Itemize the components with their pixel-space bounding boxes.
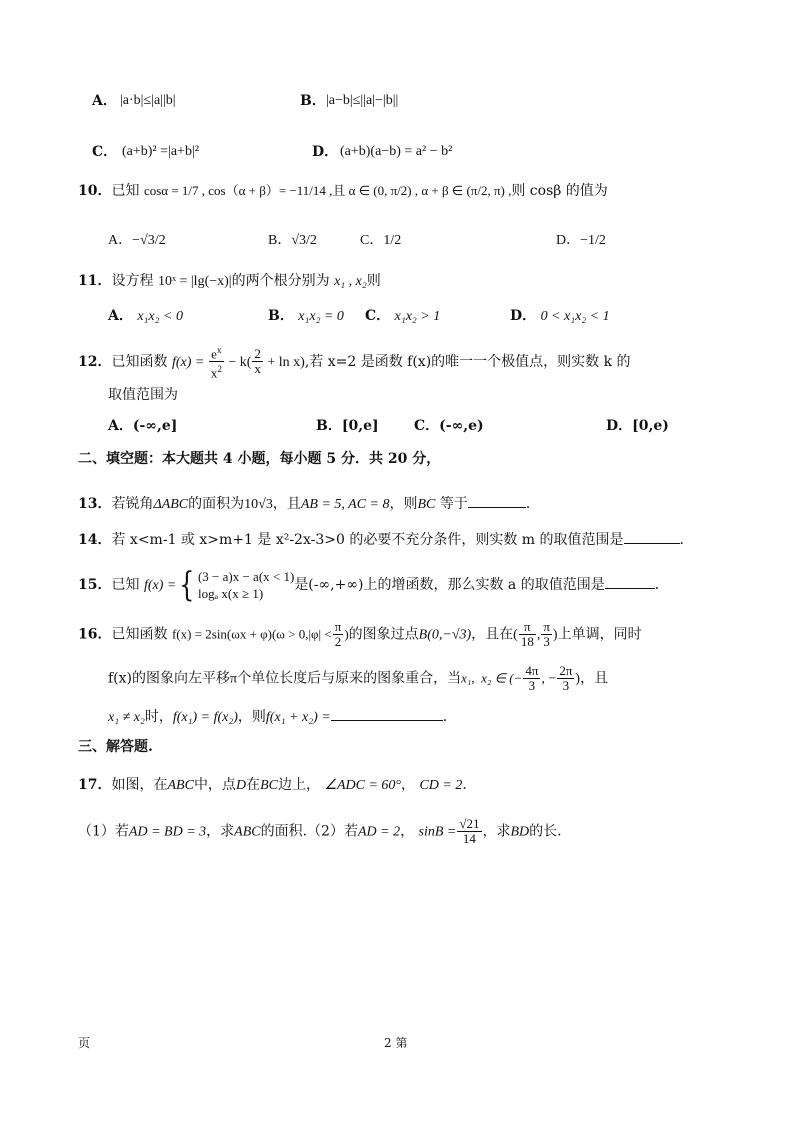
q10-option-a: A．−√3/2 xyxy=(108,233,166,248)
q12-option-b: B．[0,e] xyxy=(316,418,379,434)
section-answer-heading: 三、解答题. xyxy=(78,739,153,755)
q10-option-d: D．−1/2 xyxy=(556,233,606,248)
q11-option-d: D． 0 < x₁x₂ < 1 xyxy=(510,308,610,324)
q10-question: 10．已知 cosα = 1/7 , cos（α + β）= −11/14 ,且 α ∈ (0, π/2) , α + β ∈ (π/2, π) ,则 cosβ 的值为 xyxy=(78,183,608,199)
q11-option-a: A． x₁x₂ < 0 xyxy=(108,308,183,324)
q17-line2: （1）若AD = BD = 3，求ABC的面积.（2）若AD = 2， sinB = $\frac{√21}{14}$ ，求BD的长. xyxy=(78,816,562,846)
q14-question: 14．若 x<m-1 或 x>m+1 是 x²-2x-3>0 的必要不充分条件，则实数 m 的取值范围是 ． xyxy=(78,529,694,549)
q12-question: 12．已知函数 f(x) = $\frac{e^x}{x^2}$ − k( $\frac{2}{x}$ + ln x),若 x=2 是函数 f(x)的唯一一个极值点，则实数 k 的 xyxy=(78,345,631,381)
q9-option-a-text: |a·b|≤|a||b| xyxy=(120,93,176,108)
q14-answer-blank[interactable] xyxy=(624,529,680,544)
q11-question: 11．设方程 10ˣ = |lg(−x)|的两个根分别为 x₁ , x₂则 xyxy=(78,273,381,289)
section-fill-in-heading: 二、填空题：本大题共 4 小题，每小题 5 分．共 20 分， xyxy=(78,451,441,467)
q11-option-c: C． x₁x₂ > 1 xyxy=(365,308,441,324)
q9-option-b-label: B． xyxy=(300,93,326,109)
q9-option-d-label: D． xyxy=(312,144,339,160)
q12-option-a: A．(-∞,e] xyxy=(108,418,178,434)
q13-question: 13．若锐角ΔABC的面积为10√3，且AB = 5, AC = 8，则BC 等于 ． xyxy=(78,493,540,514)
q13-answer-blank[interactable] xyxy=(468,493,526,508)
q16-line1: 16．已知函数 f(x) = 2sin(ωx + φ)(ω > 0,|φ| < $\frac{\pi}{2}$ )的图象过点B(0,−√3)，且在( $\frac{\pi}{18}$ , $\frac{\pi}{3}$ )上单调，同时 xyxy=(78,619,642,649)
q17-line1: 17．如图，在ABC中，点D在BC边上， ∠ADC = 60°， CD = 2． xyxy=(78,777,477,793)
q11-option-b: B． x₁x₂ = 0 xyxy=(268,308,344,324)
q9-option-d-text: (a+b)(a−b) = a² − b² xyxy=(340,144,453,159)
q10-option-c: C．1/2 xyxy=(360,233,402,248)
q9-option-c-text: (a+b)² =|a+b|² xyxy=(122,144,199,159)
q12-option-c: C．(-∞,e) xyxy=(414,418,484,434)
q16-line3: x₁ ≠ x₂时，f(x₁) = f(x₂)，则f(x₁ + x₂) = ． xyxy=(108,706,457,727)
q9-option-c-label: C． xyxy=(92,144,118,160)
q9-option-b-text: |a−b|≤||a|−|b|| xyxy=(326,93,399,108)
q15-answer-blank[interactable] xyxy=(605,574,655,589)
q16-answer-blank[interactable] xyxy=(331,706,443,721)
footer-page-number: 2 第 xyxy=(384,1036,408,1050)
q15-question: 15．已知 f(x) ={ (3 − a)x − a(x < 1) logₐ x(x ≥ 1) 是(-∞,+∞)上的增函数，那么实数 a 的取值范围是 ． xyxy=(78,565,669,605)
q16-line2: f(x)的图象向左平移π个单位长度后与原来的图象重合，当x₁, x₂ ∈ (− $\frac{4\pi}{3}$ , − $\frac{2\pi}{3}$ )，且 xyxy=(108,663,609,693)
footer-left: 页 xyxy=(78,1036,91,1050)
q9-option-a-label: A． xyxy=(92,93,117,109)
q10-option-b: B．√3/2 xyxy=(268,233,317,248)
q12-option-d: D．[0,e) xyxy=(606,418,669,434)
q12-question-cont: 取值范围为 xyxy=(108,387,178,403)
